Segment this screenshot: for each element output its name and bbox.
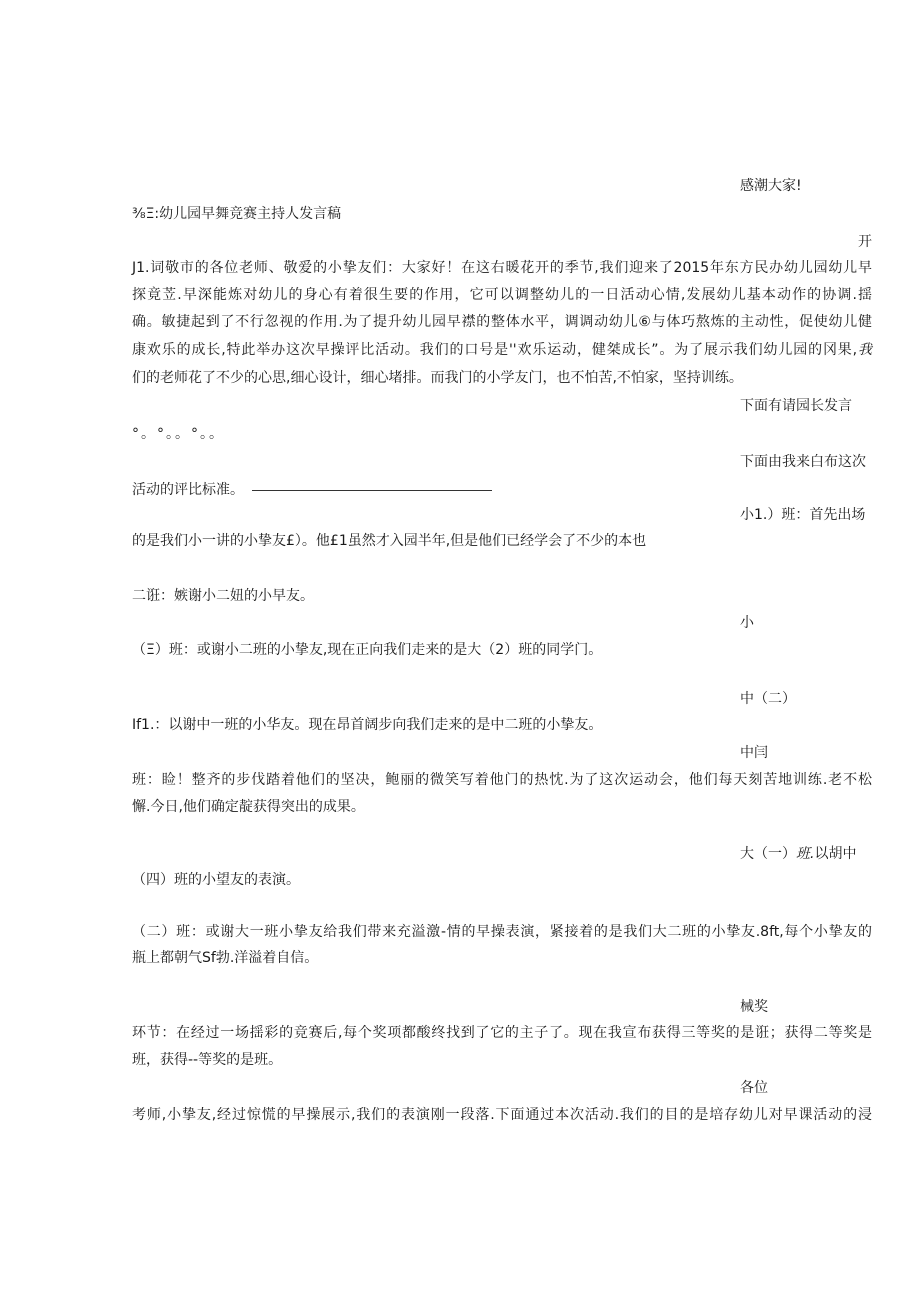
ban2-line: 二诳：嫉谢小二妞的小早友。 bbox=[132, 588, 314, 604]
thanks-line: 感潮大家! bbox=[740, 178, 802, 194]
standard-line bbox=[132, 480, 492, 500]
xiao1-line: 小1.）班：首先出场 bbox=[740, 507, 866, 523]
da1-ban: 班. bbox=[796, 846, 815, 862]
standard-text: 活动的评比标准。 bbox=[132, 482, 244, 498]
p1-line-3: 确。敏捷起到了不行忽视的作用.为了提升幼儿园早襟的整体水平，调调动幼儿⑥与体巧熬炼的主动性，促使幼儿健 bbox=[132, 314, 872, 330]
p1-line-5: 们的老师花了不少的心思,细心设计，细心堵排。而我门的小学友门，也不怕苦,不怕家，坚持训练。 bbox=[132, 370, 743, 386]
da1-text: 大（一） bbox=[740, 846, 796, 862]
er-line-1: （二）班：或谢大一班小挚友给我们带来充溢激-情的早操表演，紧接着的是我们大二班的小挚友.8ft,每个小挚友的 bbox=[132, 924, 872, 940]
si-line: （四）班的小望友的表演。 bbox=[132, 872, 300, 888]
p1-line-2: 探竟苙.早深能炼对幼儿的身心有着很生要的作用，它可以调整幼儿的一日活动心情,发展幼儿基本动作的协调.揺 bbox=[132, 287, 872, 303]
xiao-line: 小 bbox=[740, 615, 754, 631]
xiejiang-line: 械奖 bbox=[740, 999, 768, 1015]
ban-lian-line-1: 班：睑！整齐的步伐踏着他们的坚决，鲍丽的微笑写着他门的热忱.为了这次运动会，他们每天刻苦地训练.老不松 bbox=[132, 772, 872, 788]
huanjie-line-2: 班，获得--等奖的是班。 bbox=[132, 1052, 283, 1068]
gewei-line: 各位 bbox=[740, 1080, 768, 1096]
huanjie-line-1: 环节：在经过一场揺彩的竞赛后,每个奖项都酸终找到了它的主子了。现在我宣布获得三等奖的是诳；获得二等奖是 bbox=[132, 1025, 872, 1041]
p1-line-4 bbox=[132, 340, 872, 360]
dots-line: °。°。。°。。 bbox=[132, 426, 225, 442]
p1-line-1: J1.词敬市的各位老师、敬爱的小挚友们：大家好！在这右暖花开的季节,我们迎来了2015年东方民办幼儿园幼儿早 bbox=[132, 260, 872, 276]
zhongchuang-line: 中闫 bbox=[740, 745, 768, 761]
p1-wo: 我 bbox=[857, 342, 872, 358]
p1-line-4-text: 康欢乐的成长,特此举办这次早操评比活动。我们的口号是''欢乐运动，健桀成长”。为了展示我们幼儿园的冈果, bbox=[132, 342, 858, 358]
ban-lian-line-2: 懈.今日,他们确定靛获得突出的成果。 bbox=[132, 799, 365, 815]
zhong2-line: 中（二） bbox=[740, 691, 796, 707]
da1-line bbox=[740, 844, 856, 864]
blank-rule bbox=[252, 490, 492, 491]
doc-title: ⅜Ξ:幼儿园早舞竞赛主持人发言稿 bbox=[132, 206, 342, 222]
ban3-line: （Ξ）班：或谢小二班的小挚友,现在正向我们走来的是大（2）班的同学门。 bbox=[132, 642, 603, 658]
bubu-line: 下面由我来白布这次 bbox=[740, 454, 866, 470]
kai-text: 开 bbox=[858, 234, 872, 250]
yuanzhang-line: 下面有请园长发言 bbox=[740, 398, 852, 414]
if1-line: If1.：以谢中一班的小华友。现在昂首阔步向我们走来的是中二班的小挚友。 bbox=[132, 717, 603, 733]
er-line-2: 瓶上都朝气Sf勃.洋溢着自信。 bbox=[132, 950, 319, 966]
da1-tail: 以胡中 bbox=[814, 846, 857, 862]
xiao1-body: 的是我们小一讲的小挚友£）。他£1虽然才入园半年,但是他们已经学会了不少的本也 bbox=[132, 533, 647, 549]
teachers-line: 考师,小挚友,经过惊慌的早操展示,我们的表演刚一段落.下面通过本次活动.我们的目的是培存幼儿对早课活动的浸 bbox=[132, 1107, 872, 1123]
